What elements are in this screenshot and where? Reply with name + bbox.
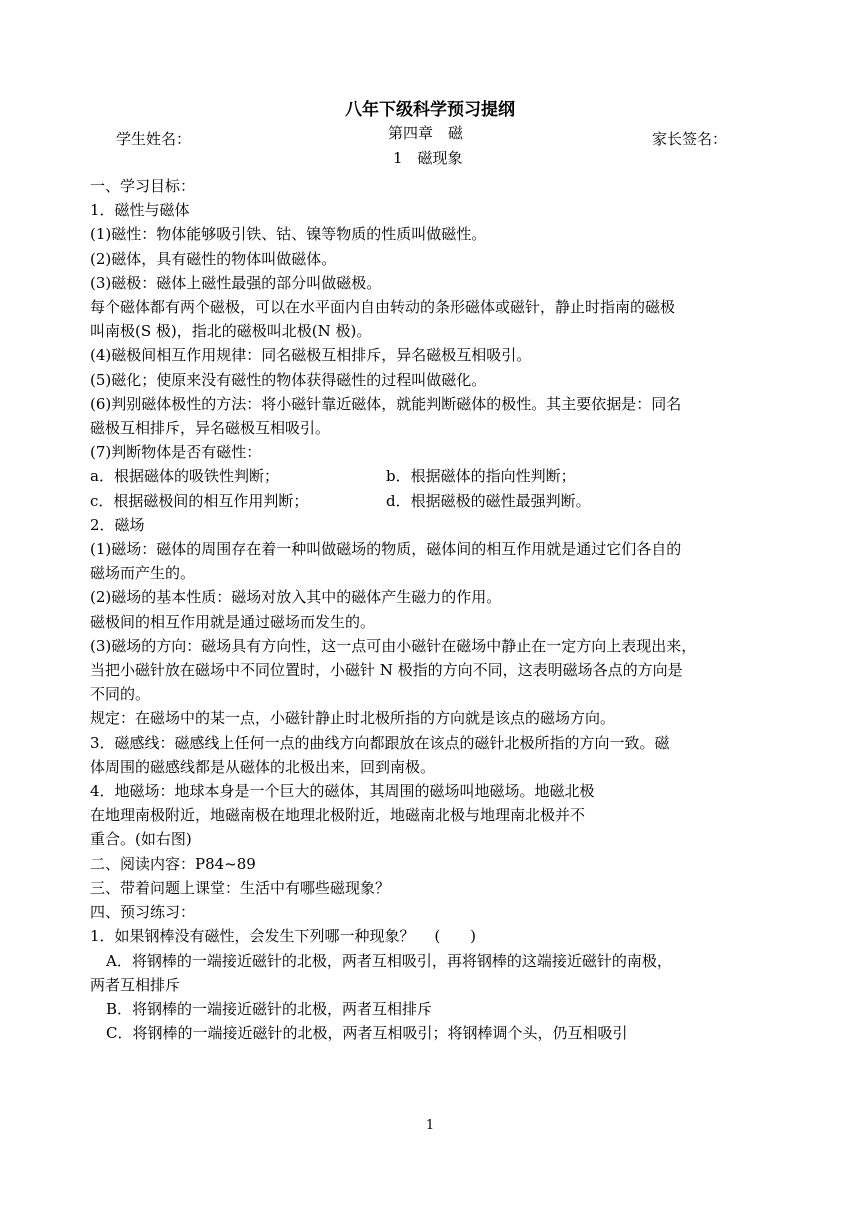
text-line: 磁极间的相互作用就是通过磁场而发生的。 xyxy=(90,612,376,631)
method-row xyxy=(90,489,770,513)
text-line: 叫南极(S 极)，指北的磁极叫北极(N 极)。 xyxy=(90,322,372,341)
text-line: (5)磁化；使原来没有磁性的物体获得磁性的过程叫做磁化。 xyxy=(90,370,487,389)
option-c: C．将钢棒的一端接近磁针的北极，两者互相吸引；将钢棒调个头，仍互相吸引 xyxy=(106,1024,628,1043)
method-item: d．根据磁极的磁性最强判断。 xyxy=(386,491,591,510)
heading-exercises: 四、预习练习： xyxy=(90,903,196,922)
subheading-magnetic-field: 2．磁场 xyxy=(90,515,145,534)
document-title: 八年下级科学预习提纲 xyxy=(345,100,515,120)
option-b: B．将钢棒的一端接近磁针的北极，两者互相排斥 xyxy=(106,999,433,1018)
text-line: 当把小磁针放在磁场中不同位置时，小磁针 N 极指的方向不同，这表明磁场各点的方向是 xyxy=(90,661,683,680)
option-a: A．将钢棒的一端接近磁针的北极，两者互相吸引，再将钢棒的这端接近磁针的南极， xyxy=(106,951,672,970)
text-line: 4．地磁场：地球本身是一个巨大的磁体，其周围的磁场叫地磁场。地磁北极 xyxy=(90,782,595,801)
text-line: (2)磁场的基本性质：磁场对放入其中的磁体产生磁力的作用。 xyxy=(90,588,502,607)
text-line: (3)磁极：磁体上磁性最强的部分叫做磁极。 xyxy=(90,273,382,292)
chapter-heading: 第四章 磁 xyxy=(388,124,464,142)
page-number: 1 xyxy=(425,1118,435,1133)
text-line: (4)磁极间相互作用规律：同名磁极互相排斥，异名磁极互相吸引。 xyxy=(90,346,532,365)
text-line: (1)磁场：磁体的周围存在着一种叫做磁场的物质，磁体间的相互作用就是通过它们各自的 xyxy=(90,540,682,559)
text-line: 磁场而产生的。 xyxy=(90,564,196,583)
text-line: (7)判断物体是否有磁性： xyxy=(90,443,262,462)
heading-question: 三、带着问题上课堂：生活中有哪些磁现象？ xyxy=(90,878,391,897)
document-body xyxy=(90,174,770,1045)
text-line: 磁极互相排斥，异名磁极互相吸引。 xyxy=(90,419,331,438)
text-line: (6)判别磁体极性的方法：将小磁针靠近磁体，就能判断磁体的极性。其主要依据是：同名 xyxy=(90,394,682,413)
parent-signature-label: 家长签名： xyxy=(652,130,728,148)
text-line: 在地理南极附近，地磁南极在地理北极附近，地磁南北极与地理南北极并不 xyxy=(90,806,586,825)
method-row xyxy=(90,464,770,488)
text-line: (1)磁性：物体能够吸引铁、钴、镍等物质的性质叫做磁性。 xyxy=(90,225,487,244)
method-item: c．根据磁极间的相互作用判断； xyxy=(90,491,309,510)
heading-reading: 二、阅读内容：P84~89 xyxy=(90,854,256,873)
text-line: (3)磁场的方向：磁场具有方向性，这一点可由小磁针在磁场中静止在一定方向上表现出来， xyxy=(90,636,697,655)
option-a-continued: 两者互相排斥 xyxy=(90,975,181,994)
text-line: 每个磁体都有两个磁极，可以在水平面内自由转动的条形磁体或磁针，静止时指南的磁极 xyxy=(90,298,676,317)
text-line: 体周围的磁感线都是从磁体的北极出来，回到南极。 xyxy=(90,757,436,776)
question-1: 1．如果钢棒没有磁性，会发生下列哪一种现象？ ( ) xyxy=(90,927,477,946)
text-line: 3．磁感线：磁感线上任何一点的曲线方向都跟放在该点的磁针北极所指的方向一致。磁 xyxy=(90,733,670,752)
text-line: (2)磁体，具有磁性的物体叫做磁体。 xyxy=(90,249,337,268)
method-item: a．根据磁体的吸铁性判断； xyxy=(90,467,279,486)
section-heading: 1 磁现象 xyxy=(393,149,463,167)
text-line: 不同的。 xyxy=(90,685,151,704)
student-name-label: 学生姓名： xyxy=(116,130,192,148)
subheading-magnetism: 1．磁性与磁体 xyxy=(90,201,190,220)
text-line: 重合。(如右图) xyxy=(90,830,192,849)
heading-learning-goals: 一、学习目标： xyxy=(90,177,196,195)
method-item: b．根据磁体的指向性判断； xyxy=(386,467,576,486)
text-line: 规定：在磁场中的某一点，小磁针静止时北极所指的方向就是该点的磁场方向。 xyxy=(90,709,616,728)
